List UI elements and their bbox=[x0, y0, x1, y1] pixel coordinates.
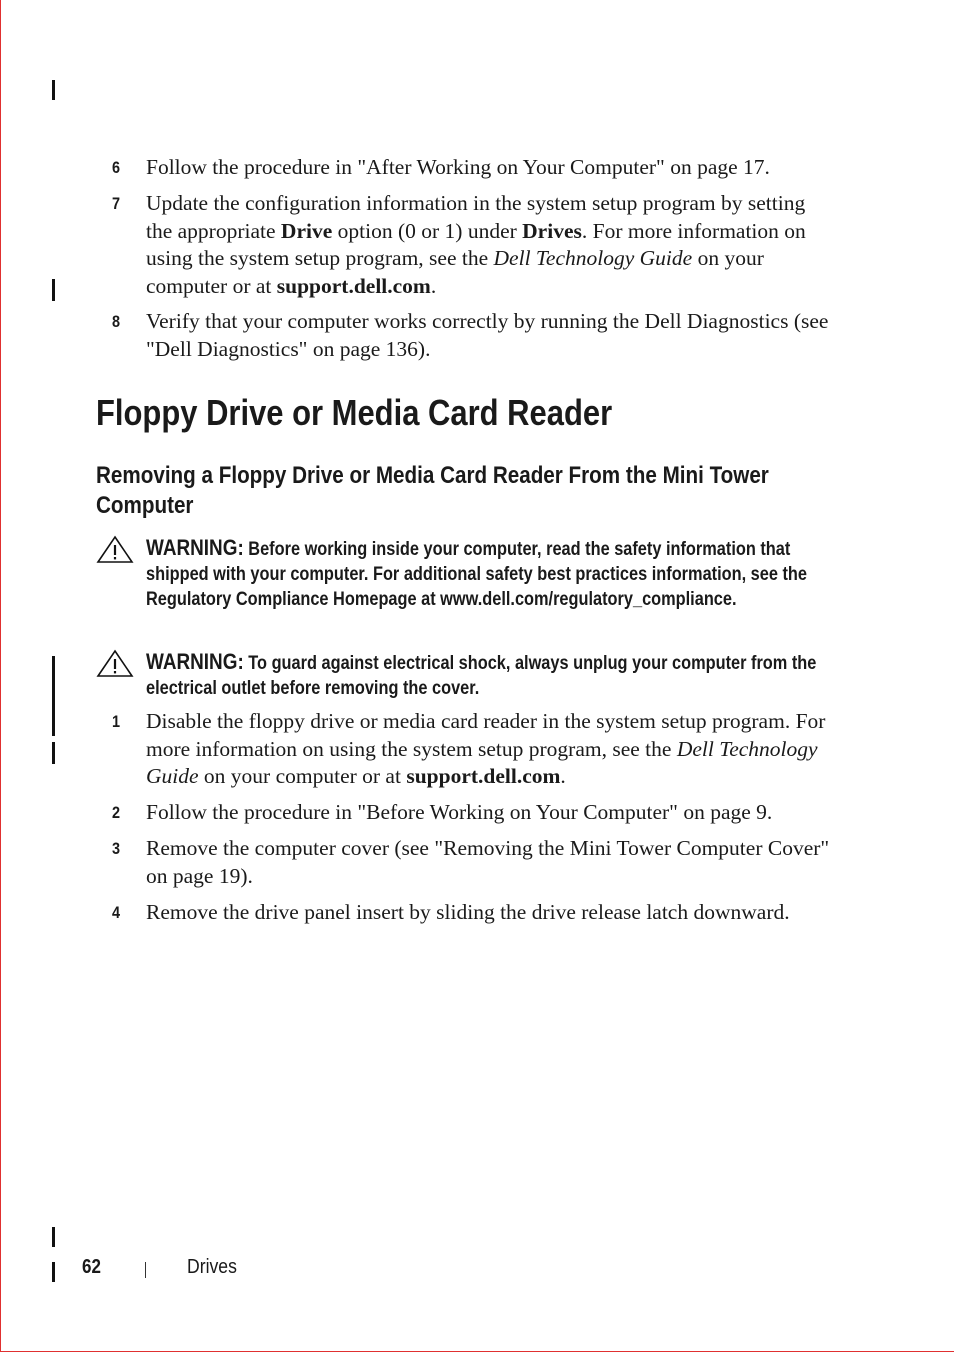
change-bar bbox=[52, 742, 55, 764]
change-bar bbox=[52, 1262, 55, 1282]
text-run: Remove the drive panel insert by sliding the drive release latch downward. bbox=[146, 900, 790, 924]
change-bar bbox=[52, 80, 55, 100]
step-item bbox=[96, 308, 836, 363]
subsection-title: Removing a Floppy Drive or Media Card Reader From the Mini Tower Computer bbox=[96, 462, 769, 519]
text-run: on your computer or at bbox=[198, 764, 407, 788]
text-run: Follow the procedure in "Before Working on Your Computer" on page 9. bbox=[146, 800, 773, 824]
bold-term: support.dell.com bbox=[276, 273, 431, 298]
footer-section-name: Drives bbox=[187, 1256, 237, 1278]
change-bar bbox=[52, 279, 55, 301]
italic-title: Dell Technology Guide bbox=[493, 246, 693, 270]
warning-body: To guard against electrical shock, always unplug your computer from the electrical outlet before removing the cover. bbox=[146, 653, 817, 699]
italic-title: Dell Technology Guide bbox=[146, 736, 818, 788]
warning-label: WARNING: bbox=[146, 535, 244, 560]
step-item bbox=[96, 190, 836, 300]
change-bar bbox=[52, 656, 55, 736]
step-number: 7 bbox=[112, 194, 121, 213]
warning-triangle-icon bbox=[96, 649, 134, 679]
text-run: Disable the floppy drive or media card reader in the system setup program. For more information on using the system setup program, see the bbox=[146, 709, 826, 761]
text-run: Update the configuration information in the system setup program by setting the appropriate bbox=[146, 191, 806, 243]
section-title: Floppy Drive or Media Card Reader bbox=[96, 392, 613, 433]
regulatory-compliance-link[interactable]: www.dell.com/regulatory_compliance bbox=[440, 589, 732, 610]
text-run: Follow the procedure in "After Working on Your Computer" on page 17. bbox=[146, 155, 770, 179]
page-edge-left bbox=[0, 0, 1, 1352]
step-number: 2 bbox=[112, 803, 121, 822]
step-text bbox=[146, 190, 836, 300]
text-run: option (0 or 1) under bbox=[332, 218, 523, 243]
text-run: Verify that your computer works correctly by running the Dell Diagnostics (see "Dell Diagnostics" on page 136). bbox=[146, 309, 829, 361]
text-run: . bbox=[560, 764, 566, 788]
step-number: 6 bbox=[112, 158, 121, 177]
bold-term: Drives bbox=[522, 218, 582, 243]
warning-notice bbox=[96, 535, 954, 612]
warning-notice bbox=[96, 649, 954, 701]
step-text bbox=[146, 799, 836, 827]
step-item bbox=[96, 154, 836, 182]
text-run: on your computer or at bbox=[146, 246, 764, 298]
warning-body: Before working inside your computer, read the safety information that shipped with your computer. For additional safety best practices information, see the Regulatory Compliance Homepage at bbox=[146, 539, 807, 610]
step-text bbox=[146, 154, 836, 182]
text-run: . bbox=[430, 273, 437, 298]
step-item bbox=[96, 835, 836, 890]
warning-tail: . bbox=[731, 589, 737, 610]
bold-term: support.dell.com bbox=[406, 764, 561, 788]
step-text bbox=[146, 308, 836, 363]
footer-divider bbox=[145, 1262, 146, 1278]
text-run: . For more information on using the system setup program, see the bbox=[146, 218, 806, 270]
bold-term: Drive bbox=[280, 218, 333, 243]
warning-text bbox=[146, 649, 825, 701]
change-bar bbox=[52, 1227, 55, 1247]
page-number: 62 bbox=[82, 1256, 101, 1278]
step-number: 3 bbox=[112, 839, 121, 858]
step-number: 1 bbox=[112, 712, 121, 731]
step-number: 8 bbox=[112, 312, 121, 331]
step-text bbox=[146, 708, 836, 791]
warning-triangle-icon bbox=[96, 535, 134, 565]
step-item bbox=[96, 899, 836, 927]
step-number: 4 bbox=[112, 903, 121, 922]
step-item bbox=[96, 799, 836, 827]
warning-label: WARNING: bbox=[146, 649, 244, 674]
warning-text bbox=[146, 535, 825, 612]
text-run: Remove the computer cover (see "Removing the Mini Tower Computer Cover" on page 19). bbox=[146, 836, 830, 888]
step-item bbox=[96, 708, 836, 791]
step-text bbox=[146, 899, 836, 927]
step-text bbox=[146, 835, 836, 890]
